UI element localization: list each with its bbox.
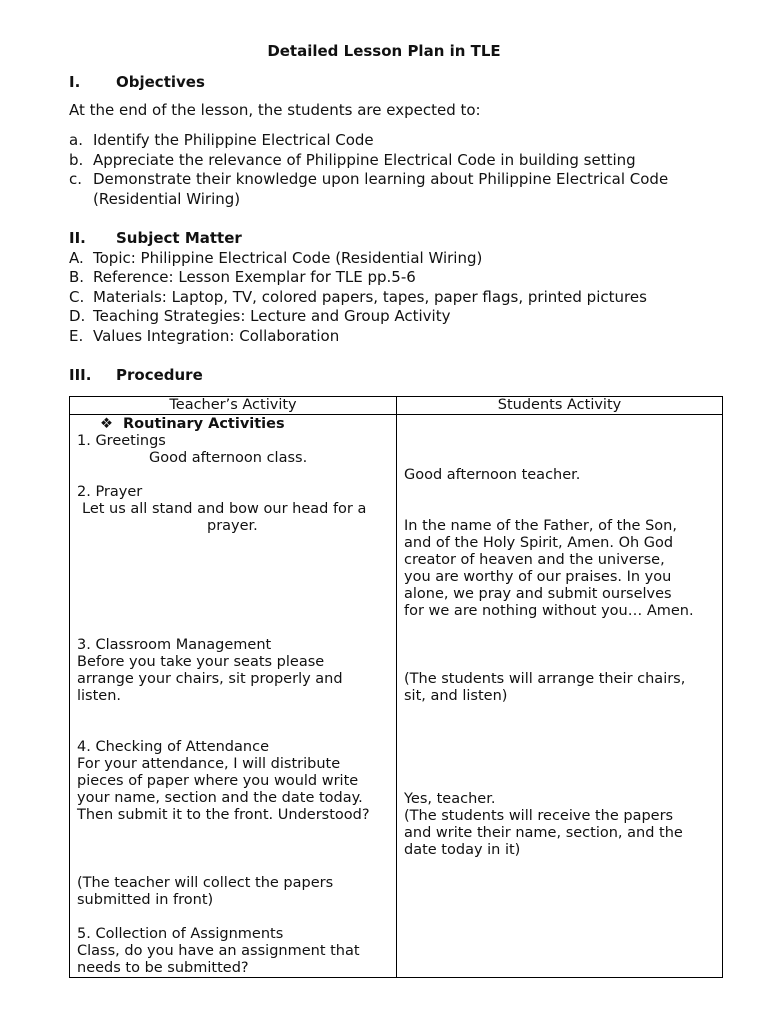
subject-marker: B. (69, 268, 85, 286)
objective-text: Appreciate the relevance of Philippine Electrical Code in building setting (93, 151, 636, 169)
student-yes: Yes, teacher. (404, 791, 496, 807)
subject-marker: C. (69, 288, 85, 306)
student-receive-line: date today in it) (404, 842, 521, 858)
objectives-intro: At the end of the lesson, the students are expected to: (69, 101, 481, 119)
student-arrange-line: sit, and listen) (404, 688, 508, 704)
objective-marker: b. (69, 151, 84, 169)
greetings-line: Good afternoon class. (149, 450, 308, 466)
section-number-procedure: III. (69, 366, 92, 384)
section-heading-subject-matter: Subject Matter (116, 229, 242, 247)
subject-marker: E. (69, 327, 84, 345)
column-header-students: Students Activity (397, 397, 723, 415)
prayer-line: Let us all stand and bow our head for a (82, 501, 367, 517)
students-activity-cell (397, 415, 723, 978)
subject-item: Topic: Philippine Electrical Code (Residential Wiring) (93, 249, 483, 267)
assignments-heading: 5. Collection of Assignments (77, 926, 284, 942)
student-arrange-line: (The students will arrange their chairs, (404, 671, 686, 687)
objective-marker: c. (69, 170, 83, 188)
student-prayer-line: In the name of the Father, of the Son, (404, 518, 677, 534)
student-prayer-line: for we are nothing without you… Amen. (404, 603, 694, 619)
attendance-heading: 4. Checking of Attendance (77, 739, 269, 755)
collect-papers-line: submitted in front) (77, 892, 214, 908)
subject-marker: D. (69, 307, 86, 325)
student-prayer-line: alone, we pray and submit ourselves (404, 586, 672, 602)
student-receive-line: (The students will receive the papers (404, 808, 674, 824)
prayer-heading: 2. Prayer (77, 484, 143, 500)
student-prayer-line: and of the Holy Spirit, Amen. Oh God (404, 535, 674, 551)
document-title: Detailed Lesson Plan in TLE (267, 42, 501, 60)
management-line: listen. (77, 688, 122, 704)
subject-item: Materials: Laptop, TV, colored papers, tapes, paper flags, printed pictures (93, 288, 647, 306)
subject-item: Reference: Lesson Exemplar for TLE pp.5-6 (93, 268, 416, 286)
section-heading-objectives: Objectives (116, 73, 205, 91)
table-row (70, 415, 723, 978)
student-greeting: Good afternoon teacher. (404, 467, 581, 483)
student-prayer-line: creator of heaven and the universe, (404, 552, 665, 568)
section-number-objectives: I. (69, 73, 81, 91)
procedure-table (69, 396, 723, 978)
collect-papers-line: (The teacher will collect the papers (77, 875, 334, 891)
assignments-line: needs to be submitted? (77, 960, 249, 976)
objective-marker: a. (69, 131, 83, 149)
student-prayer-line: you are worthy of our praises. In you (404, 569, 672, 585)
teacher-activity-cell (70, 415, 397, 978)
subject-item: Teaching Strategies: Lecture and Group Activity (93, 307, 451, 325)
column-header-teacher: Teacher’s Activity (70, 397, 397, 415)
subject-marker: A. (69, 249, 84, 267)
classroom-management-heading: 3. Classroom Management (77, 637, 272, 653)
objective-text-continued: (Residential Wiring) (93, 190, 241, 208)
routinary-heading: Routinary Activities (123, 416, 285, 432)
management-line: arrange your chairs, sit properly and (77, 671, 343, 687)
section-number-subject-matter: II. (69, 229, 86, 247)
section-heading-procedure: Procedure (116, 366, 203, 384)
objective-text: Demonstrate their knowledge upon learning about Philippine Electrical Code (93, 170, 669, 188)
attendance-line: For your attendance, I will distribute (77, 756, 341, 772)
attendance-line: Then submit it to the front. Understood? (77, 807, 370, 823)
greetings-heading: 1. Greetings (77, 433, 166, 449)
assignments-line: Class, do you have an assignment that (77, 943, 360, 959)
attendance-line: pieces of paper where you would write (77, 773, 359, 789)
student-receive-line: and write their name, section, and the (404, 825, 683, 841)
diamond-bullet-icon: ❖ (100, 416, 113, 432)
objective-text: Identify the Philippine Electrical Code (93, 131, 374, 149)
attendance-line: your name, section and the date today. (77, 790, 363, 806)
subject-item: Values Integration: Collaboration (93, 327, 340, 345)
management-line: Before you take your seats please (77, 654, 325, 670)
table-header-row (70, 397, 723, 415)
prayer-line: prayer. (207, 518, 258, 534)
